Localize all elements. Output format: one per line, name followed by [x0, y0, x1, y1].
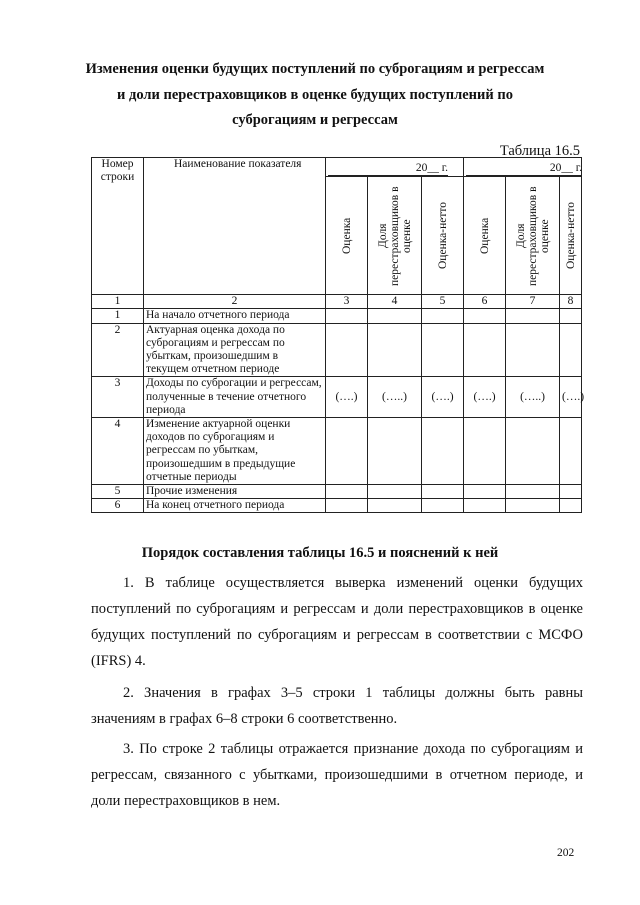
- header-indicator: Наименование показателя: [144, 158, 326, 295]
- header-estimate-b: Оценка: [464, 177, 506, 295]
- row-label: На начало отчетного периода: [144, 309, 326, 323]
- page-title: [80, 57, 550, 134]
- header-net-b: Оценка-нетто: [560, 177, 582, 295]
- table-row: [92, 418, 582, 485]
- header-reinsurer-a: Доля перестраховщиков в оценке: [368, 177, 422, 295]
- row-label: Прочие изменения: [144, 485, 326, 499]
- table-cell: (…..): [506, 377, 560, 418]
- table-cell: (…..): [368, 377, 422, 418]
- col-number: 5: [422, 295, 464, 309]
- page-number: 202: [557, 847, 575, 859]
- table-row: [92, 323, 582, 377]
- header-year-b: 20__ г.: [464, 158, 582, 177]
- col-number: 1: [92, 295, 144, 309]
- row-label: Доходы по суброгации и регрессам, полученные в течение отчетного периода: [144, 377, 326, 418]
- col-number: 7: [506, 295, 560, 309]
- row-number: 5: [92, 485, 144, 499]
- section-title: Порядок составления таблицы 16.5 и пояснений к ней: [141, 545, 499, 561]
- row-number: 1: [92, 309, 144, 323]
- table-row: [92, 377, 582, 418]
- row-number: 2: [92, 323, 144, 377]
- header-net-a: Оценка-нетто: [422, 177, 464, 295]
- header-row-number: Номер строки: [92, 158, 144, 295]
- table-cell: (….): [422, 377, 464, 418]
- paragraph-1: 1. В таблице осуществляется выверка изменений оценки будущих поступлений по суброгациям и регрессам и доли перестраховщиков в оценке будущих поступлений по суброгациям и регрессам в соответствии с МСФО (IFRS) 4.: [91, 575, 583, 669]
- data-table: [91, 157, 585, 513]
- table-cell: (….): [464, 377, 506, 418]
- title-line-2: и доли перестраховщиков в оценке будущих поступлений по: [117, 86, 513, 103]
- col-number: 2: [144, 295, 326, 309]
- header-estimate-a: Оценка: [326, 177, 368, 295]
- row-number: 4: [92, 418, 144, 485]
- col-number: 6: [464, 295, 506, 309]
- paragraph-2: 2. Значения в графах 3–5 строки 1 таблицы должны быть равны значениям в графах 6–8 строки 6 соответственно.: [91, 685, 583, 727]
- col-number: 3: [326, 295, 368, 309]
- table-cell: (….): [560, 377, 582, 418]
- title-line-1: Изменения оценки будущих поступлений по суброгациям и регрессам: [85, 61, 545, 77]
- table-label: Таблица 16.5: [499, 143, 580, 159]
- row-number: 3: [92, 377, 144, 418]
- row-label: Изменение актуарной оценки доходов по суброгациям и регрессам по убыткам, произошедшим в предыдущие отчетные периоды: [144, 418, 326, 485]
- table-cell: (….): [326, 377, 368, 418]
- col-number: 4: [368, 295, 422, 309]
- table-row: [92, 499, 582, 513]
- col-number: 8: [560, 295, 582, 309]
- row-label: Актуарная оценка дохода по суброгациям и регрессам по убыткам, произошедшим в текущем отчетном периоде: [144, 323, 326, 377]
- row-number: 6: [92, 499, 144, 513]
- paragraph-3: 3. По строке 2 таблицы отражается признание дохода по суброгациям и регрессам, связанного с убытками, произошедшими в отчетном периоде, и доли перестраховщиков в нем.: [91, 741, 583, 809]
- title-line-3: суброгациям и регрессам: [232, 112, 398, 128]
- row-label: На конец отчетного периода: [144, 499, 326, 513]
- header-year-a: 20__ г.: [326, 158, 464, 177]
- column-numbers-row: [92, 295, 582, 309]
- table-row: [92, 309, 582, 323]
- header-reinsurer-b: Доля перестраховщиков в оценке: [506, 177, 560, 295]
- table-row: [92, 485, 582, 499]
